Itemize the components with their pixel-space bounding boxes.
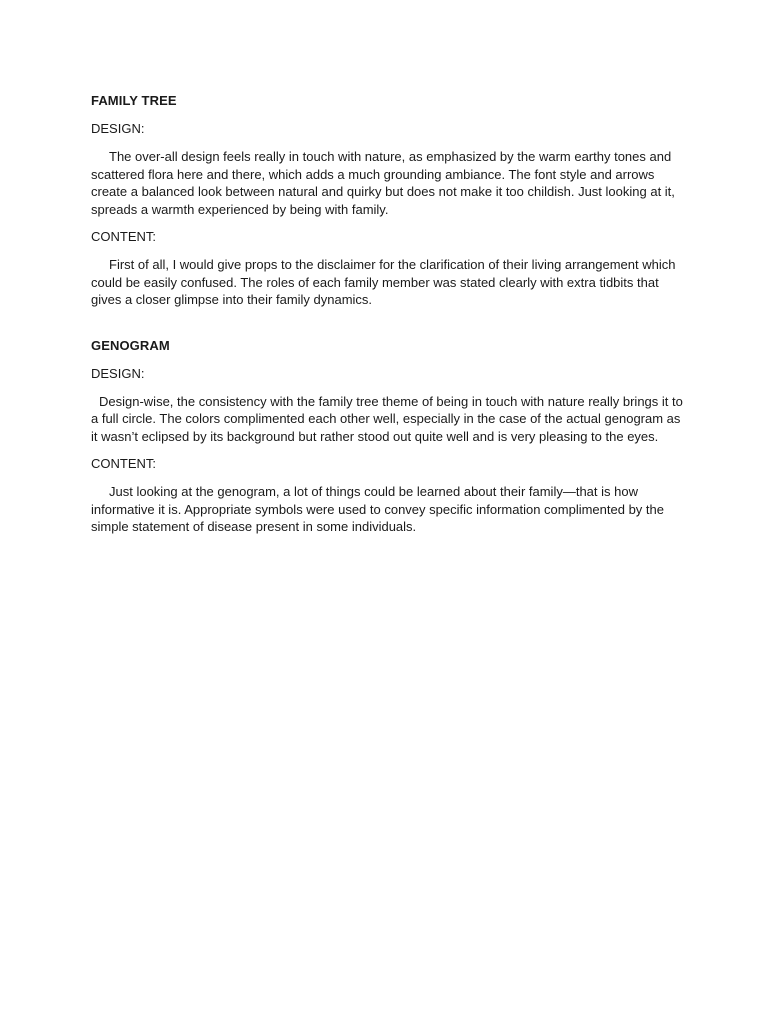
genogram-section	[91, 337, 683, 536]
design-label: DESIGN:	[91, 121, 145, 136]
family-tree-section	[91, 92, 683, 309]
design-paragraph: Design-wise, the consistency with the family tree theme of being in touch with nature really brings it to a full circle. The colors complimented each other well, especially in the case of the actual genogram as it wasn’t eclipsed by its background but rather stood out quite well and is very pleasing to the eyes.	[91, 393, 683, 444]
section-heading-genogram: GENOGRAM	[91, 337, 170, 353]
document-page	[91, 92, 683, 536]
content-paragraph: First of all, I would give props to the disclaimer for the clarification of their living arrangement which could be easily confused. The roles of each family member was stated clearly with extra tidbits that gives a closer glimpse into their family dynamics.	[91, 257, 676, 307]
content-paragraph: Just looking at the genogram, a lot of things could be learned about their family—that is how informative it is. Appropriate symbols were used to convey specific information complimented by the simple statement of disease present in some individuals.	[91, 484, 664, 534]
content-label: CONTENT:	[91, 456, 156, 471]
design-paragraph: The over-all design feels really in touch with nature, as emphasized by the warm earthy tones and scattered flora here and there, which adds a much grounding ambiance. The font style and arrows create a balanced look between natural and quirky but does not make it too childish. Just looking at it, spreads a warmth experienced by being with family.	[91, 149, 675, 217]
section-heading-family-tree: FAMILY TREE	[91, 93, 177, 108]
content-label: CONTENT:	[91, 229, 156, 244]
design-label: DESIGN:	[91, 365, 145, 381]
section-spacer	[91, 309, 683, 337]
